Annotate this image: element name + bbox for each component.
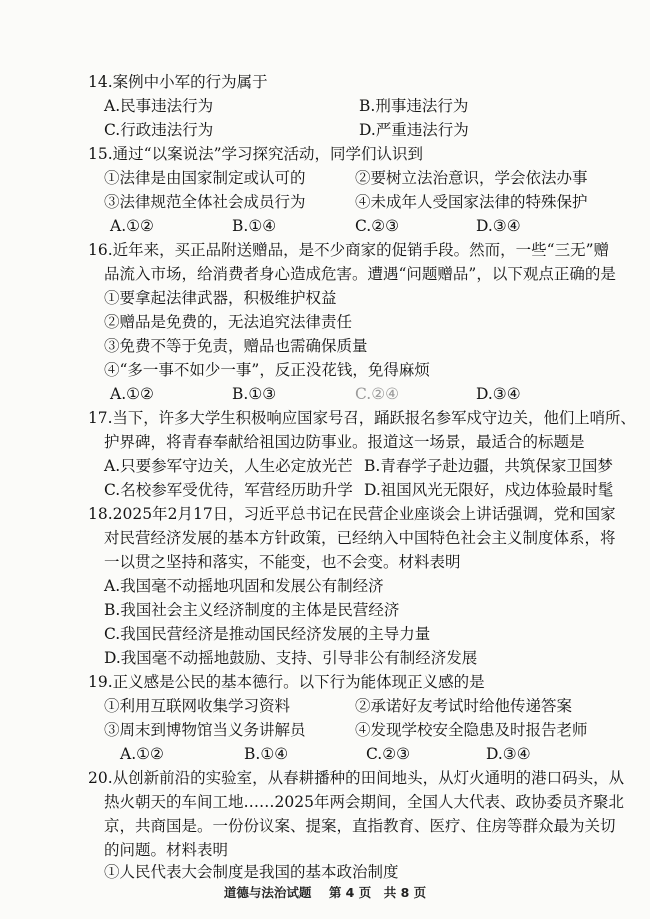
option-b: B.①④ <box>244 745 289 763</box>
statement-4: ④“多一事不如少一事”，反正没花钱，免得麻烦 <box>104 361 430 379</box>
footer-page-info: 第 4 页 共 8 页 <box>328 885 427 900</box>
option-d: D.祖国风光无限好，戍边体验最时髦 <box>364 481 614 499</box>
question-stem-line: 京，共商国是。一份份议案、提案，直指教育、医疗、住房等群众最为关切 <box>104 817 616 835</box>
option-b: B.①④ <box>232 217 277 235</box>
option-c: C.名校参军受优待，军营经历助升学 <box>104 481 353 499</box>
question-stem-line: 的问题。材料表明 <box>104 841 229 859</box>
statement-4: ④未成年人受国家法律的特殊保护 <box>355 193 588 211</box>
option-b: B.青春学子赴边疆，共筑保家卫国梦 <box>364 457 613 475</box>
option-c: C.②③ <box>355 217 400 235</box>
question-stem-line: 18.2025年2月17日，习近平总书记在民营企业座谈会上讲话强调，党和国家 <box>88 505 616 523</box>
option-a: A.①② <box>110 217 154 235</box>
question-stem-line: 16.近年来，买正品附送赠品，是不少商家的促销手段。然而，一些“三无”赠 <box>88 241 610 259</box>
option-a: A.①② <box>120 745 164 763</box>
question-stem-line: 护界碑，将青春奉献给祖国边防事业。报道这一场景，最适合的标题是 <box>104 433 585 451</box>
option-d: D.③④ <box>476 385 521 403</box>
option-b: B.我国社会主义经济制度的主体是民营经济 <box>104 601 400 619</box>
statement-3: ③周末到博物馆当义务讲解员 <box>104 721 306 739</box>
statement-3: ③法律规范全体社会成员行为 <box>104 193 306 211</box>
option-c: C.行政违法行为 <box>104 121 214 139</box>
option-c: C.②④ <box>355 385 400 403</box>
question-stem-line: 品流入市场，给消费者身心造成危害。遭遇“问题赠品”，以下观点正确的是 <box>104 265 616 283</box>
statement-3: ③免费不等于免责，赠品也需确保质量 <box>104 337 368 355</box>
option-a: A.我国毫不动摇地巩固和发展公有制经济 <box>104 577 384 595</box>
statement-2: ②承诺好友考试时给他传递答案 <box>355 697 573 715</box>
statement-2: ②要树立法治意识，学会依法办事 <box>355 169 588 187</box>
question-stem-line: 14.案例中小军的行为属于 <box>88 73 268 91</box>
statement-1: ①人民代表大会制度是我国的基本政治制度 <box>104 863 399 881</box>
statement-1: ①利用互联网收集学习资料 <box>104 697 291 715</box>
option-b: B.刑事违法行为 <box>359 97 469 115</box>
option-d: D.我国毫不动摇地鼓励、支持、引导非公有制经济发展 <box>104 649 478 667</box>
question-stem-line: 17.当下，许多大学生积极响应国家号召，踊跃报名参军戍守边关，他们上哨所、 <box>88 409 636 427</box>
option-a: A.①② <box>110 385 154 403</box>
question-stem-line: 20.从创新前沿的实验室，从春耕播种的田间地头，从灯火通明的港口码头，从 <box>88 769 625 787</box>
question-stem-line: 19.正义感是公民的基本德行。以下行为能体现正义感的是 <box>88 673 485 691</box>
option-b: B.①③ <box>232 385 277 403</box>
option-d: D.③④ <box>476 217 521 235</box>
option-d: D.③④ <box>486 745 531 763</box>
statement-2: ②赠品是免费的，无法追究法律责任 <box>104 313 353 331</box>
option-a: A.只要参军守边关，人生必定放光芒 <box>104 457 353 475</box>
option-c: C.②③ <box>366 745 411 763</box>
statement-4: ④发现学校安全隐患及时报告老师 <box>355 721 588 739</box>
question-stem-line: 热火朝天的车间工地……2025年两会期间，全国人大代表、政协委员齐聚北 <box>104 793 624 811</box>
statement-1: ①要拿起法律武器，积极维护权益 <box>104 289 337 307</box>
option-a: A.民事违法行为 <box>104 97 214 115</box>
footer-subject: 道德与法治试题 <box>223 885 312 900</box>
question-stem-line: 一以贯之坚持和落实，不能变，也不会变。材料表明 <box>104 553 461 571</box>
page-footer <box>0 884 650 902</box>
statement-1: ①法律是由国家制定或认可的 <box>104 169 306 187</box>
option-c: C.我国民营经济是推动国民经济发展的主导力量 <box>104 625 431 643</box>
question-stem-line: 对民营经济发展的基本方针政策，已经纳入中国特色社会主义制度体系，将 <box>104 529 616 547</box>
question-stem-line: 15.通过“以案说法”学习探究活动，同学们认识到 <box>88 145 423 163</box>
option-d: D.严重违法行为 <box>359 121 469 139</box>
